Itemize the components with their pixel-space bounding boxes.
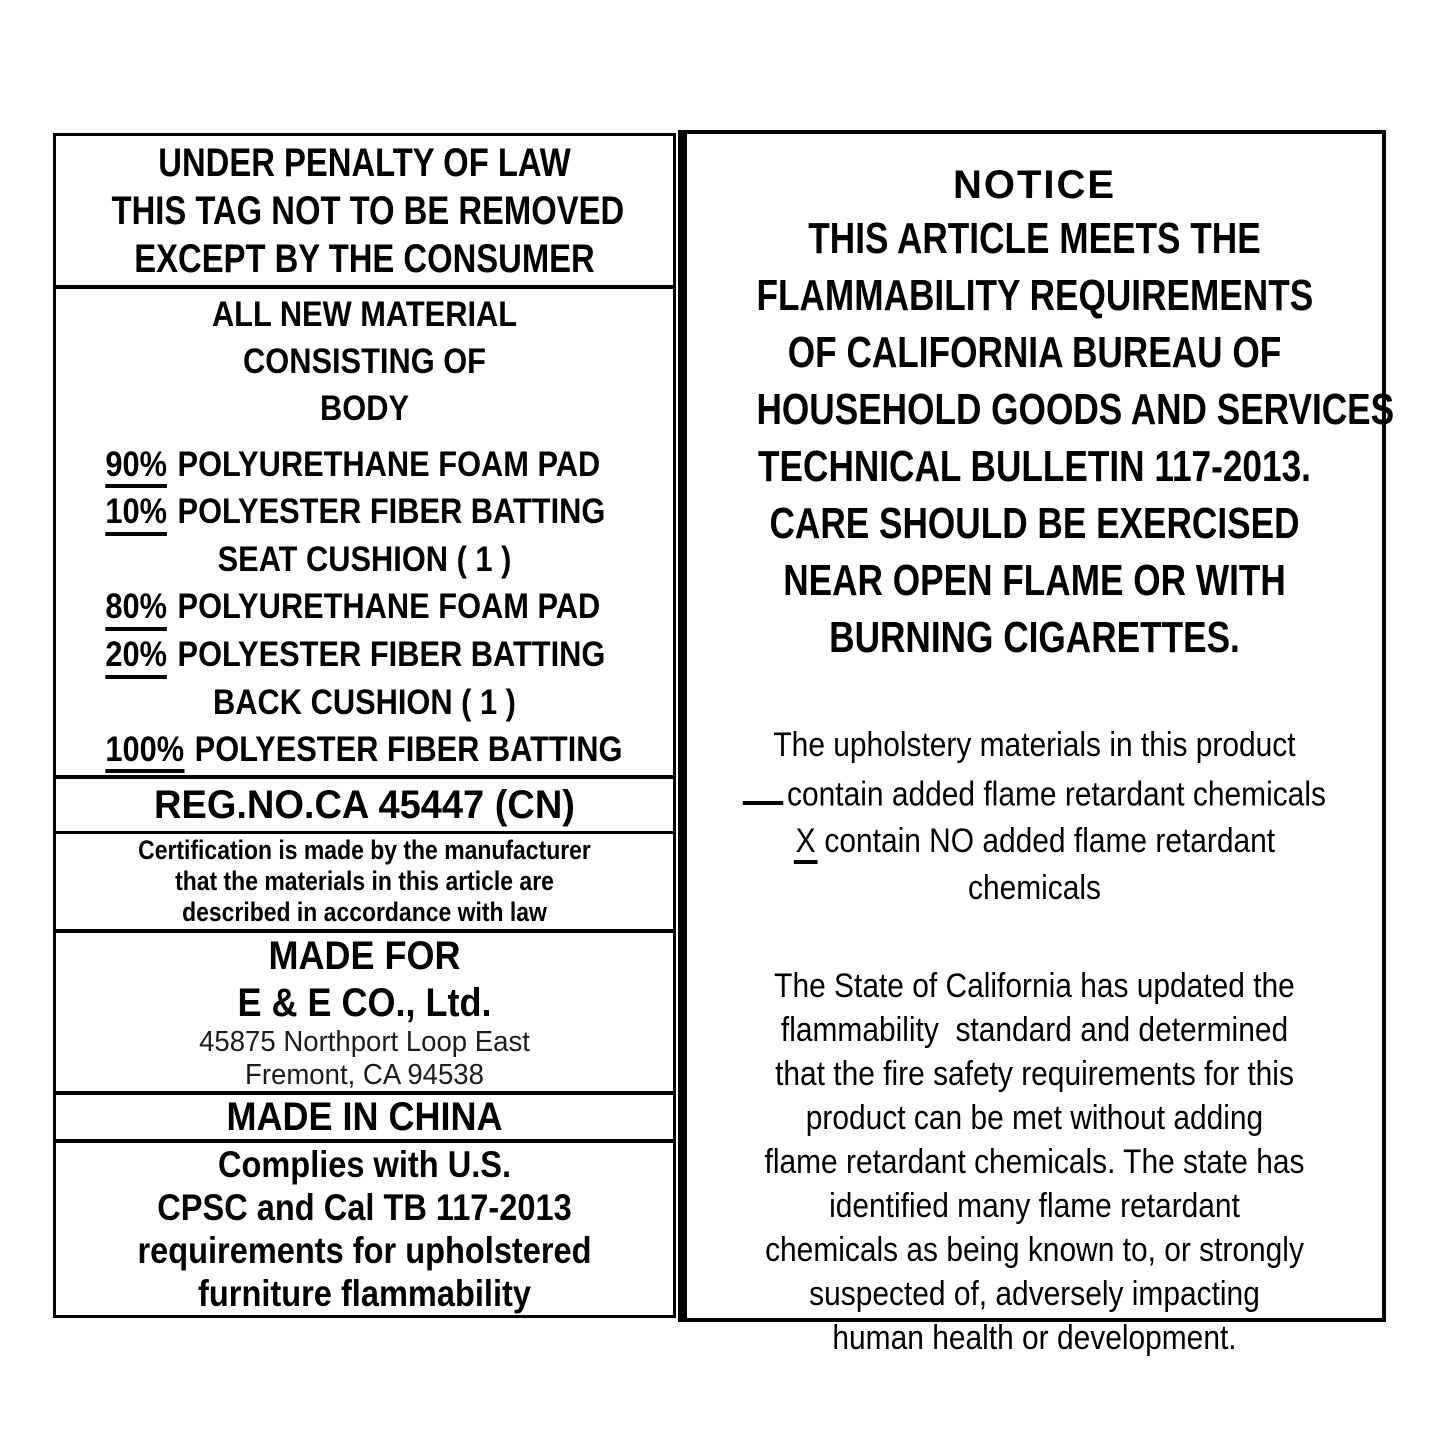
materials-section bbox=[56, 285, 673, 775]
flame-retardant-statement bbox=[729, 722, 1341, 912]
retardant-option-x-line bbox=[729, 818, 1341, 865]
certification-text-block bbox=[102, 835, 626, 928]
penalty-line: EXCEPT BY THE CONSUMER bbox=[134, 236, 595, 281]
registration-number: REG.NO.CA 45447 (CN) bbox=[154, 783, 575, 828]
state-update-line: product can be met without adding bbox=[805, 1099, 1264, 1138]
material-percentage: 80% bbox=[105, 589, 167, 631]
certification-line: Certification is made by the manufacturer bbox=[138, 835, 591, 866]
compliance-line: requirements for upholstered bbox=[137, 1230, 592, 1271]
law-tag-left-panel bbox=[53, 133, 676, 1318]
notice-text-block bbox=[756, 210, 1395, 666]
material-name: POLYESTER FIBER BATTING bbox=[194, 729, 623, 769]
notice-line: CARE SHOULD BE EXERCISED bbox=[769, 499, 1300, 548]
compliance-text-block bbox=[93, 1143, 636, 1315]
penalty-line: THIS TAG NOT TO BE REMOVED bbox=[111, 188, 625, 233]
materials-heading-line: BODY bbox=[320, 388, 409, 428]
material-row bbox=[93, 726, 636, 774]
retardant-option-blank-line bbox=[729, 769, 1341, 818]
material-percentage: 100% bbox=[105, 732, 184, 774]
materials-heading-line: ALL NEW MATERIAL bbox=[211, 294, 518, 334]
material-name: POLYURETHANE FOAM PAD bbox=[177, 444, 601, 484]
notice-line: NEAR OPEN FLAME OR WITH bbox=[783, 556, 1286, 605]
company-address-line: Fremont, CA 94538 bbox=[245, 1059, 484, 1091]
material-row bbox=[93, 583, 636, 631]
material-percentage: 10% bbox=[105, 494, 167, 536]
retardant-option-x-continuation: chemicals bbox=[967, 869, 1102, 908]
state-update-line: flammability standard and determined bbox=[780, 1011, 1289, 1050]
notice-line: FLAMMABILITY REQUIREMENTS bbox=[756, 271, 1314, 320]
notice-line: THIS ARTICLE MEETS THE bbox=[808, 214, 1261, 263]
notice-line: HOUSEHOLD GOODS AND SERVICES bbox=[756, 385, 1395, 434]
state-update-line: chemicals as being known to, or strongly bbox=[765, 1231, 1304, 1270]
compliance-line: Complies with U.S. bbox=[217, 1144, 512, 1185]
compliance-line: furniture flammability bbox=[198, 1273, 531, 1314]
material-row bbox=[93, 631, 636, 679]
material-name: POLYESTER FIBER BATTING bbox=[177, 492, 606, 532]
certification-line: that the materials in this article are bbox=[175, 866, 554, 897]
company-name: E & E CO., Ltd. bbox=[237, 981, 492, 1025]
material-name: POLYURETHANE FOAM PAD bbox=[177, 587, 601, 627]
made-for-text-block bbox=[56, 932, 673, 1092]
state-update-line: human health or development. bbox=[832, 1319, 1237, 1358]
cushion-label: SEAT CUSHION ( 1 ) bbox=[217, 540, 512, 580]
registration-section bbox=[56, 775, 673, 832]
company-address-line: 45875 Northport Loop East bbox=[199, 1026, 530, 1058]
certification-line: described in accordance with law bbox=[182, 897, 547, 928]
made-for-section bbox=[56, 929, 673, 1091]
country-of-origin: MADE IN CHINA bbox=[226, 1095, 503, 1139]
notice-line: OF CALIFORNIA BUREAU OF bbox=[787, 328, 1282, 377]
retardant-option-x-text: contain NO added flame retardant bbox=[824, 822, 1276, 861]
notice-line: BURNING CIGARETTES. bbox=[829, 613, 1240, 662]
compliance-line: CPSC and Cal TB 117-2013 bbox=[157, 1187, 572, 1228]
materials-heading-line: CONSISTING OF bbox=[243, 341, 486, 381]
notice-right-panel bbox=[678, 130, 1395, 1358]
x-checkmark: X bbox=[794, 824, 817, 864]
cushion-label: BACK CUSHION ( 1 ) bbox=[213, 682, 516, 722]
certification-section bbox=[56, 831, 673, 929]
state-update-line: The State of California has updated the bbox=[774, 967, 1295, 1006]
blank-checkline bbox=[743, 769, 783, 805]
material-name: POLYESTER FIBER BATTING bbox=[177, 634, 606, 674]
material-percentage: 20% bbox=[105, 637, 167, 679]
notice-line: TECHNICAL BULLETIN 117-2013. bbox=[758, 442, 1311, 491]
penalty-text-block bbox=[111, 139, 625, 283]
penalty-line: UNDER PENALTY OF LAW bbox=[158, 140, 571, 185]
state-update-line: identified many flame retardant bbox=[829, 1187, 1240, 1226]
material-percentage: 90% bbox=[105, 447, 167, 489]
state-update-line: suspected of, adversely impacting bbox=[809, 1275, 1260, 1314]
made-in-section bbox=[56, 1091, 673, 1139]
penalty-section bbox=[56, 136, 673, 285]
retardant-intro-line: The upholstery materials in this product bbox=[773, 726, 1296, 764]
notice-title: NOTICE bbox=[952, 163, 1117, 207]
state-update-line: that the fire safety requirements for this bbox=[775, 1055, 1294, 1094]
materials-text-block bbox=[93, 291, 636, 774]
state-update-paragraph bbox=[729, 964, 1341, 1360]
material-row bbox=[93, 441, 636, 489]
compliance-section bbox=[56, 1139, 673, 1315]
material-row bbox=[93, 488, 636, 536]
made-for-title: MADE FOR bbox=[268, 934, 461, 978]
retardant-option-blank-text: contain added flame retardant chemicals bbox=[787, 775, 1326, 814]
state-update-line: flame retardant chemicals. The state has bbox=[764, 1143, 1305, 1182]
